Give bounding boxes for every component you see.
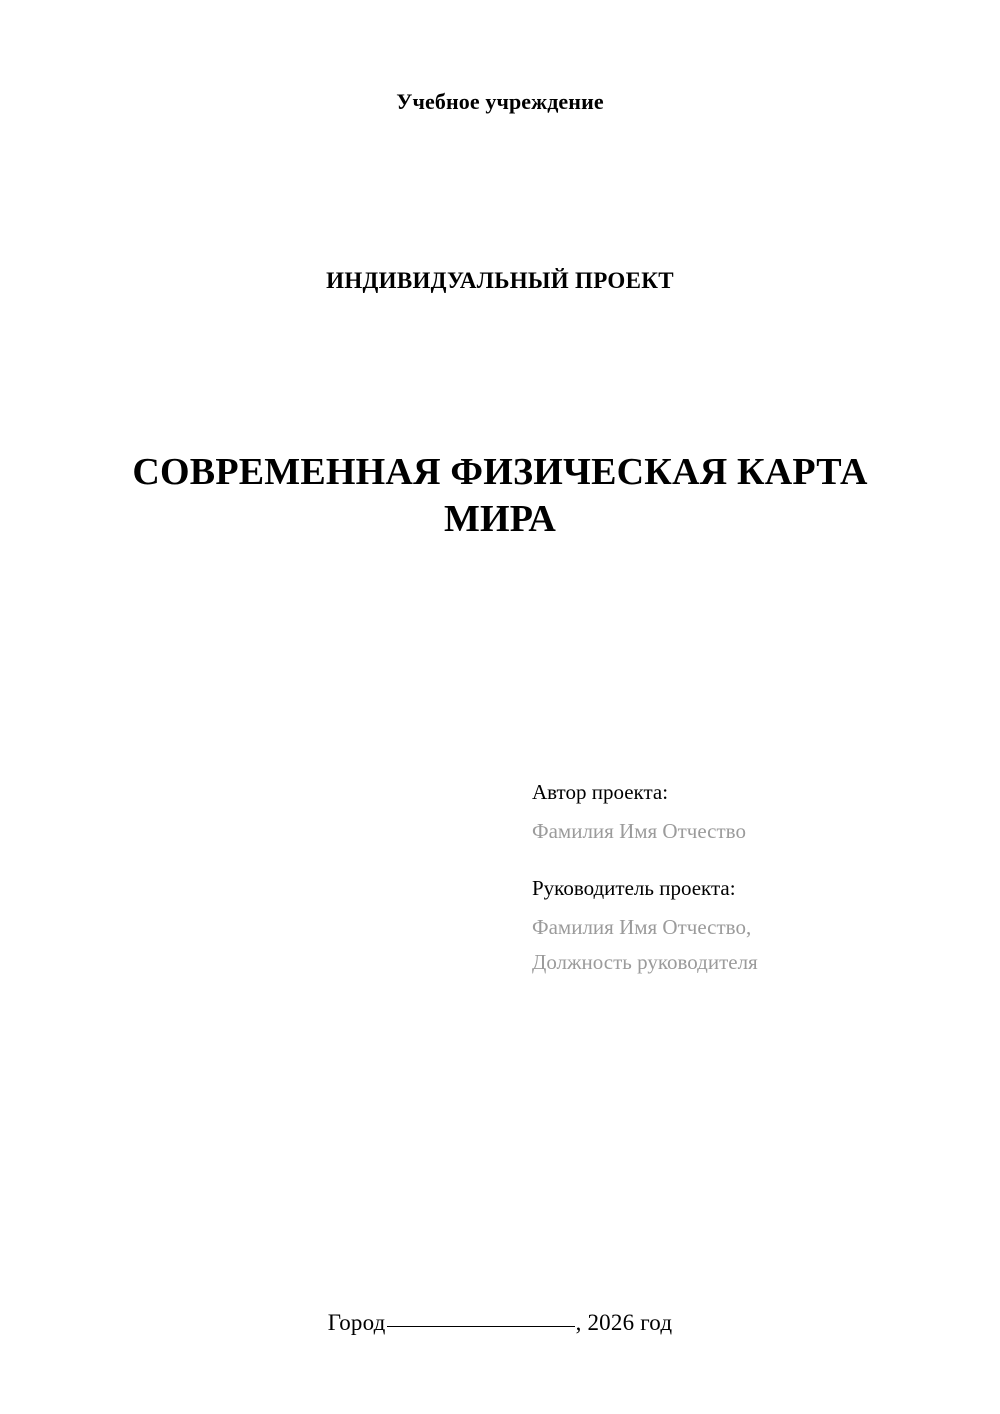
page-title: СОВРЕМЕННАЯ ФИЗИЧЕСКАЯ КАРТА МИРА xyxy=(132,451,868,540)
document-kind: ИНДИВИДУАЛЬНЫЙ ПРОЕКТ xyxy=(326,268,674,293)
page-footer xyxy=(0,1310,1000,1336)
supervisor-role-label: Руководитель проекта: xyxy=(532,876,736,900)
author-name-placeholder: Фамилия Имя Отчество xyxy=(532,819,746,843)
city-label: Город xyxy=(327,1310,386,1335)
year-text: , 2026 год xyxy=(575,1310,673,1335)
city-blank-line xyxy=(387,1326,575,1327)
supervisor-name-placeholder: Фамилия Имя Отчество, xyxy=(532,915,752,939)
credits-spacer xyxy=(532,842,912,878)
institution-name: Учебное учреждение xyxy=(396,89,604,114)
author-role-label: Автор проекта: xyxy=(532,780,669,804)
supervisor-position-placeholder: Должность руководителя xyxy=(532,950,758,974)
credits-block xyxy=(532,782,912,973)
